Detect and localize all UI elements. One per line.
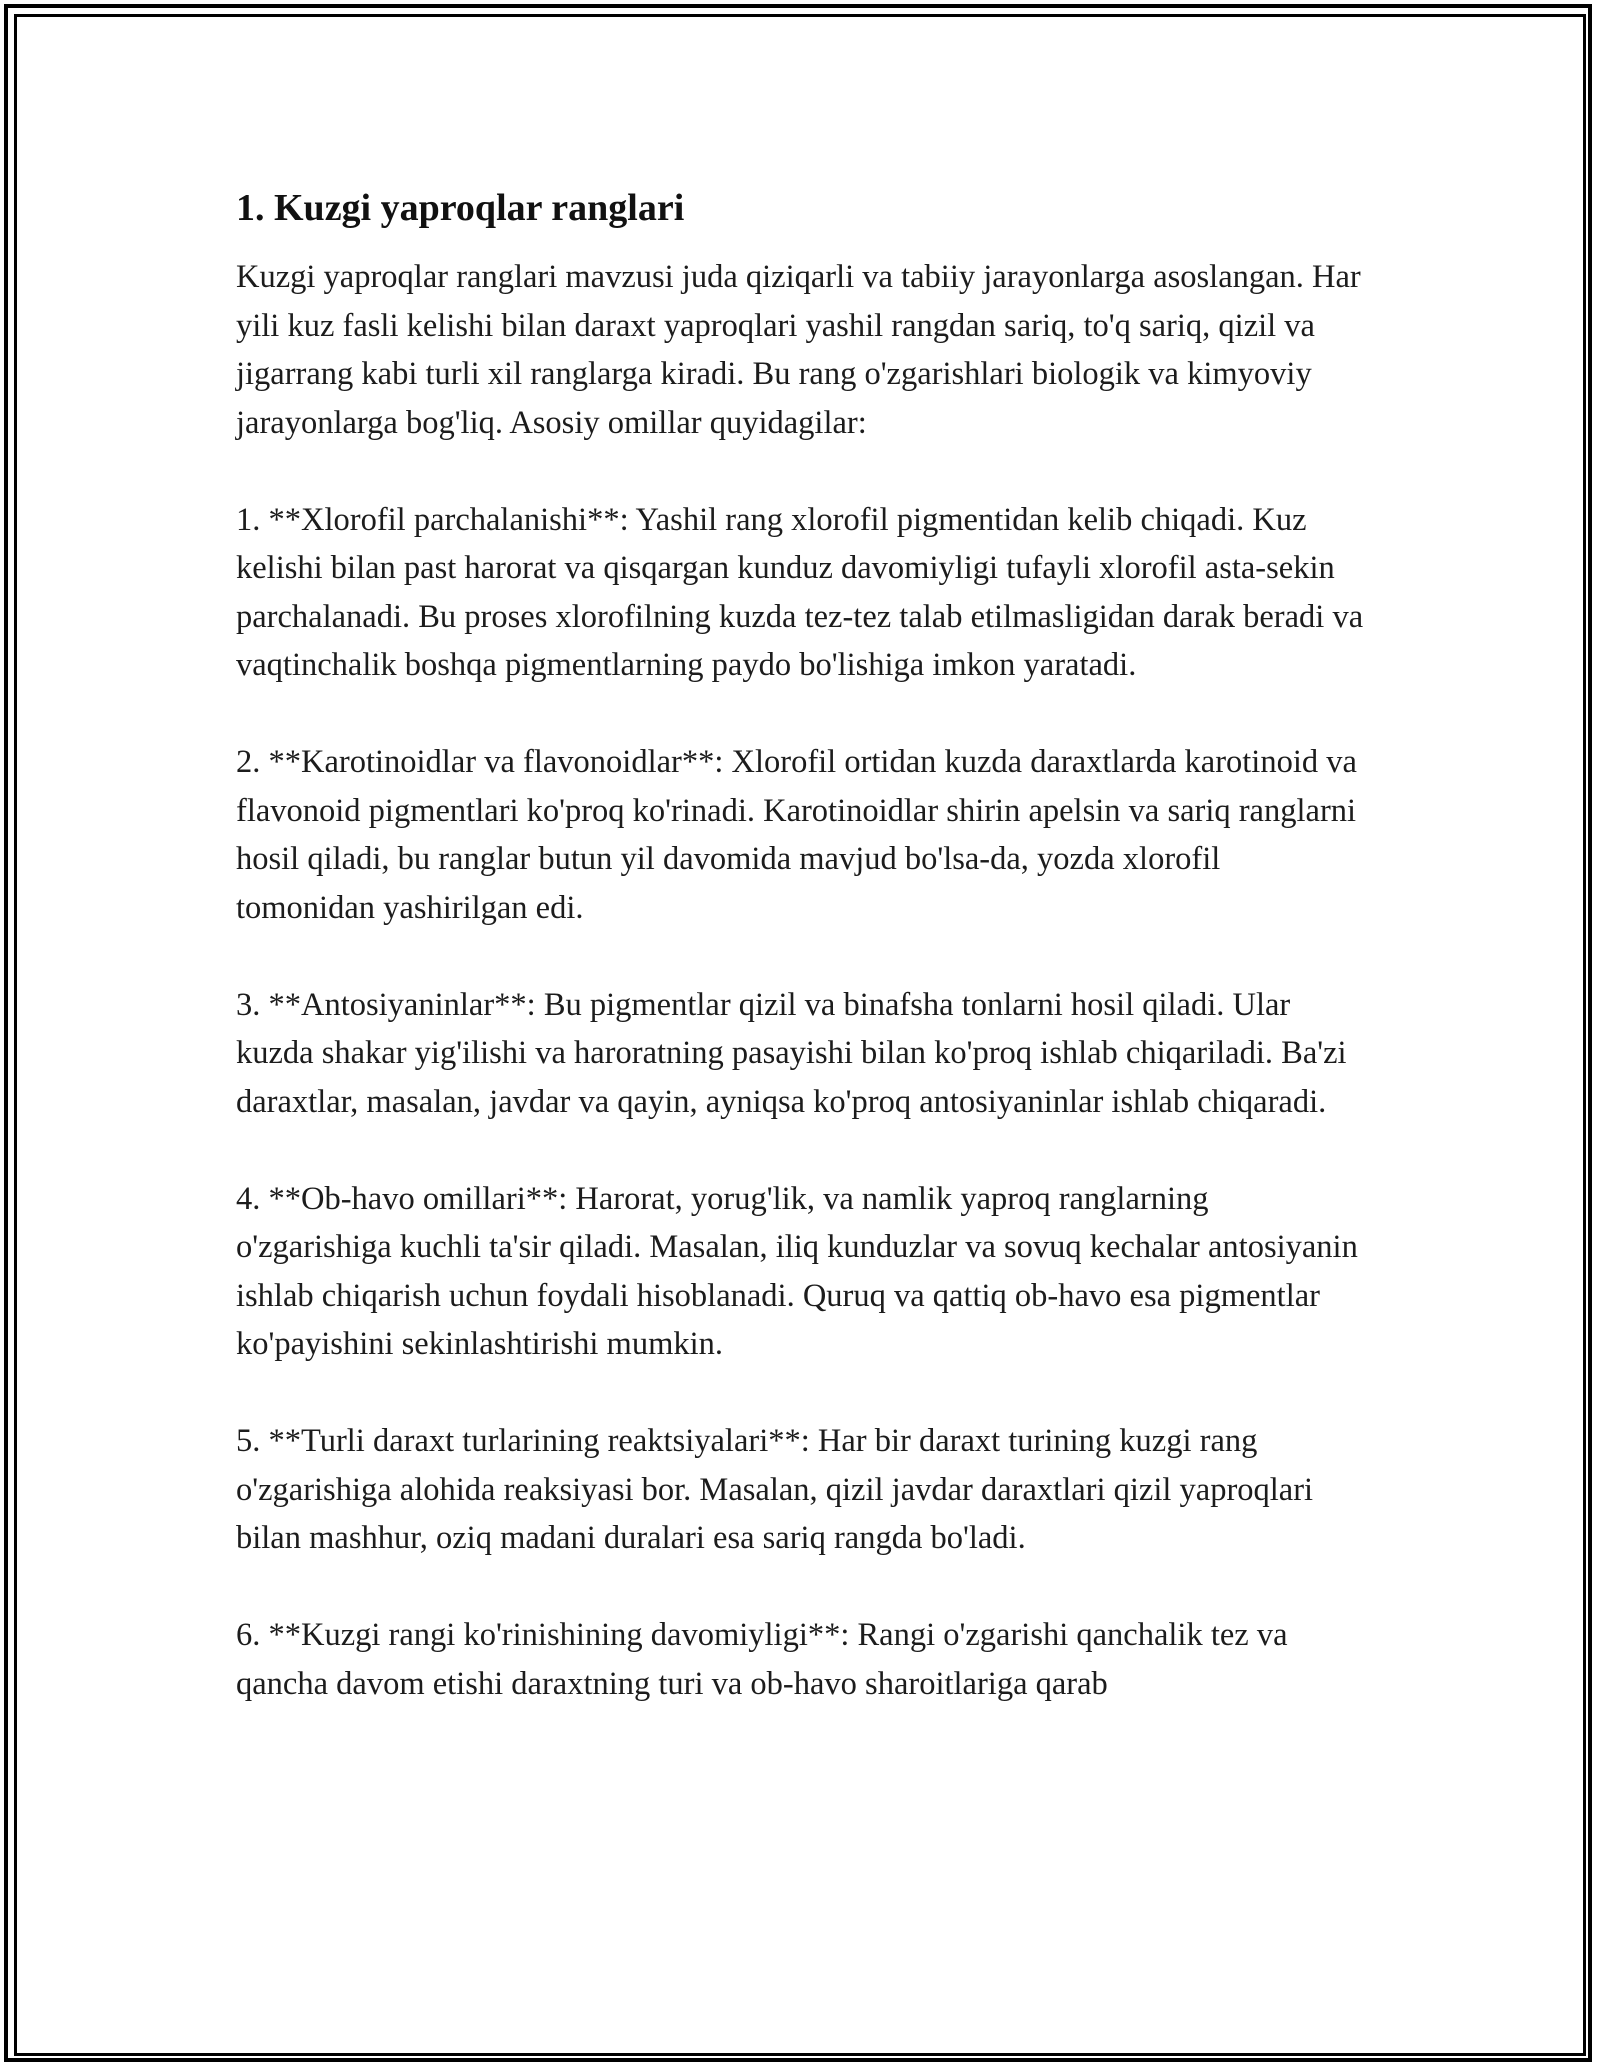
- list-item-duration: 6. **Kuzgi rangi ko'rinishining davomiyligi**: Rangi o'zgarishi qanchalik tez va qancha davom etishi daraxtning turi va ob-havo sharoitlariga qarab: [236, 1617, 1288, 1702]
- intro-paragraph: Kuzgi yaproqlar ranglari mavzusi juda qiziqarli va tabiiy jarayonlarga asoslangan. Har yili kuz fasli kelishi bilan daraxt yaproqlari yashil rangdan sariq, to'q sariq, qizil va jigarrang kabi turli xil ranglarga kiradi. Bu rang o'zgarishlari biologik va kimyoviy jarayonlarga bog'liq. Asosiy omillar quyidagilar:: [236, 259, 1361, 441]
- document-title: 1. Kuzgi yaproqlar ranglari: [236, 187, 685, 229]
- document-page: [236, 185, 1366, 1757]
- list-item-weather: 4. **Ob-havo omillari**: Harorat, yorug'lik, va namlik yaproq ranglarning o'zgarishiga kuchli ta'sir qiladi. Masalan, iliq kunduzlar va sovuq kechalar antosiyanin ishlab chiqarish uchun foydali hisoblanadi. Quruq va qattiq ob-havo esa pigmentlar ko'payishini sekinlashtirishi mumkin.: [236, 1180, 1358, 1362]
- list-item-anthocyanins: 3. **Antosiyaninlar**: Bu pigmentlar qizil va binafsha tonlarni hosil qiladi. Ular kuzda shakar yig'ilishi va haroratning pasayishi bilan ko'proq ishlab chiqariladi. Ba'zi daraxtlar, masalan, javdar va qayin, ayniqsa ko'proq antosiyaninlar ishlab chiqaradi.: [236, 986, 1347, 1120]
- list-item-tree-species: 5. **Turli daraxt turlarining reaktsiyalari**: Har bir daraxt turining kuzgi rang o'zgarishiga alohida reaksiyasi bor. Masalan, qizil javdar daraxtlari qizil yaproqlari bilan mashhur, oziq madani duralari esa sariq rangda bo'ladi.: [236, 1423, 1314, 1556]
- list-item-carotenoids: 2. **Karotinoidlar va flavonoidlar**: Xlorofil ortidan kuzda daraxtlarda karotinoid va flavonoid pigmentlari ko'proq ko'rinadi. Karotinoidlar shirin apelsin va sariq ranglarni hosil qiladi, bu ranglar butun yil davomida mavjud bo'lsa-da, yozda xlorofil tomonidan yashirilgan edi.: [236, 744, 1357, 926]
- list-item-chlorophyll: 1. **Xlorofil parchalanishi**: Yashil rang xlorofil pigmentidan kelib chiqadi. Kuz kelishi bilan past harorat va qisqargan kunduz davomiyligi tufayli xlorofil asta-sekin parchalanadi. Bu proses xlorofilning kuzda tez-tez talab etilmasligidan darak beradi va vaqtinchalik boshqa pigmentlarning paydo bo'lishiga imkon yaratadi.: [236, 501, 1364, 683]
